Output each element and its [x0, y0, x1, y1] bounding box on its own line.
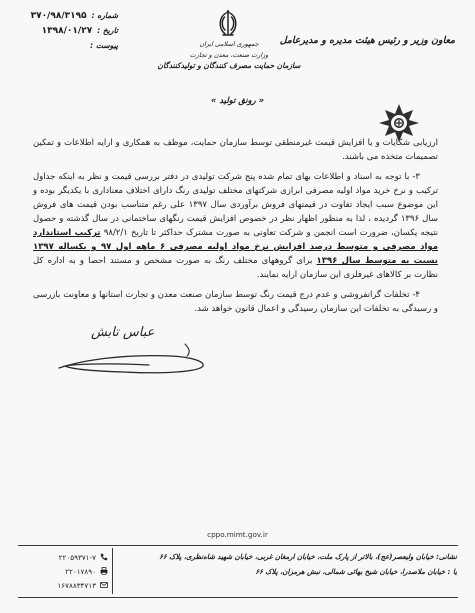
iran-emblem-icon: [215, 9, 241, 38]
address-line-1: نشانی: خیابان ولیعصر(عج)، بالاتر از پارک ملت، خیابان ارمغان غربی، خیابان شهید شاه‌نظری، پلاک ۶۶: [159, 553, 457, 561]
postal-code: ۱۶۷۸۸۳۴۷۱۳: [57, 580, 96, 590]
sender-title: معاون وزیر و رئیس هیئت مدیره و مدیرعامل: [279, 35, 455, 46]
footer-divider: [18, 545, 458, 546]
footer-column-divider: [112, 548, 113, 594]
paragraph-item-3-text: ۳- با توجه به اسناد و اطلاعات بهای تمام شده پنج شرکت تولیدی در دفتر بررسی قیمت و نظر به اینکه جداول ترکیب و نرخ خرید مواد اولیه مصرفی ابرازی شرکتهای مختلف تولیدی رنگ دارای اختلاف معناداری با یکدیگر بوده و این موضوع سبب ایجاد تفاوت در قیمتهای فروش برآوردی سال ۱۳۹۷ علی رغم متناسب بودن قیمت های فروش سال ۱۳۹۶ گردیده ، لذا به منظور اظهار نظر در خصوص افزایش قیمت رنگهای ساختمانی در سال گذشته و حصول نتیجه یکسان، ضرورت است انجمن و شرکت تعاونی به صورت مشترک حداکثر تا تاریخ ۹۸/۲/۱: [33, 172, 439, 238]
website-url: cppo.mimt.gov.ir: [207, 530, 268, 539]
phone-icon: [100, 553, 108, 561]
letter-date-label: تاریخ :: [97, 26, 118, 35]
mail-icon: [100, 581, 108, 589]
letter-body: [33, 136, 438, 376]
paragraph-item-3-text-end: برای گروههای مختلف رنگ به صورت مشخص و مستند احصا و به اداره کل نظارت بر کالاهای غیرفلزی این سازمان ارایه نمایند.: [33, 256, 438, 280]
fax-number: ۲۲۰۱۷۸۹۰: [65, 566, 96, 576]
ministry-name: وزارت صنعت، معدن و تجارت: [189, 50, 269, 59]
paragraph-continued: ارزیابی شکایات و یا افزایش قیمت غیرمنطقی توسط سازمان حمایت، موظف به همکاری و ارایه اطلاعات و تمکین تصمیمات متخذه می باشند.: [33, 138, 438, 162]
letter-meta: [18, 11, 118, 56]
letter-number-label: شماره :: [91, 11, 118, 20]
fax-icon: [100, 567, 108, 575]
postal-row: [18, 578, 108, 592]
letter-date-value: ۱۳۹۸/۰۱/۲۷: [41, 26, 93, 36]
paragraph-item-3: [33, 170, 438, 282]
phone-row: [18, 550, 108, 564]
paragraph-item-3-emphasis: ترکیب استاندارد مواد مصرفی و متوسط درصد افزایش نرخ مواد اولیه مصرفی ۶ ماهه اول ۹۷ و یکساله ۱۳۹۷ نسبت به متوسط سال ۱۳۹۶: [33, 228, 438, 266]
letter-attachment-row: [18, 41, 118, 56]
footer-bottom-rule: [18, 597, 458, 598]
footer-address: [122, 550, 457, 580]
signature-stroke-icon: [53, 338, 213, 376]
signature: [33, 324, 438, 376]
address-line-2: یا : خیابان ملاصدرا، خیابان شیخ بهائی شمالی، نبش هرمزان، پلاک ۶۶: [255, 568, 457, 576]
signature-name: عباس تابش: [91, 325, 155, 340]
fax-row: [18, 564, 108, 578]
paragraph-item-4: ۴- تخلفات گرانفروشی و عدم درج قیمت رنگ توسط سازمان صنعت معدن و تجارت استانها و معاونت بازرسی و رسیدگی به تخلفات این سازمان رسیدگی و اعمال قانون خواهد شد.: [33, 290, 438, 314]
letter-date-row: [18, 26, 118, 41]
year-slogan: « رونق تولید »: [210, 95, 265, 105]
phone-number: ۲۲۰۵۹۳۷۱-۷: [58, 552, 96, 562]
organization-name: سازمان حمایت مصرف کنندگان و تولیدکنندگان: [157, 61, 301, 70]
letter-number-row: [18, 11, 118, 26]
footer-contacts: [18, 550, 108, 592]
letter-attachment-label: پیوست :: [90, 41, 118, 50]
country-name: جمهوری اسلامی ایران: [199, 40, 259, 48]
letter-number-value: ۳۷۰/۹۸/۳۱۹۵: [30, 11, 87, 21]
